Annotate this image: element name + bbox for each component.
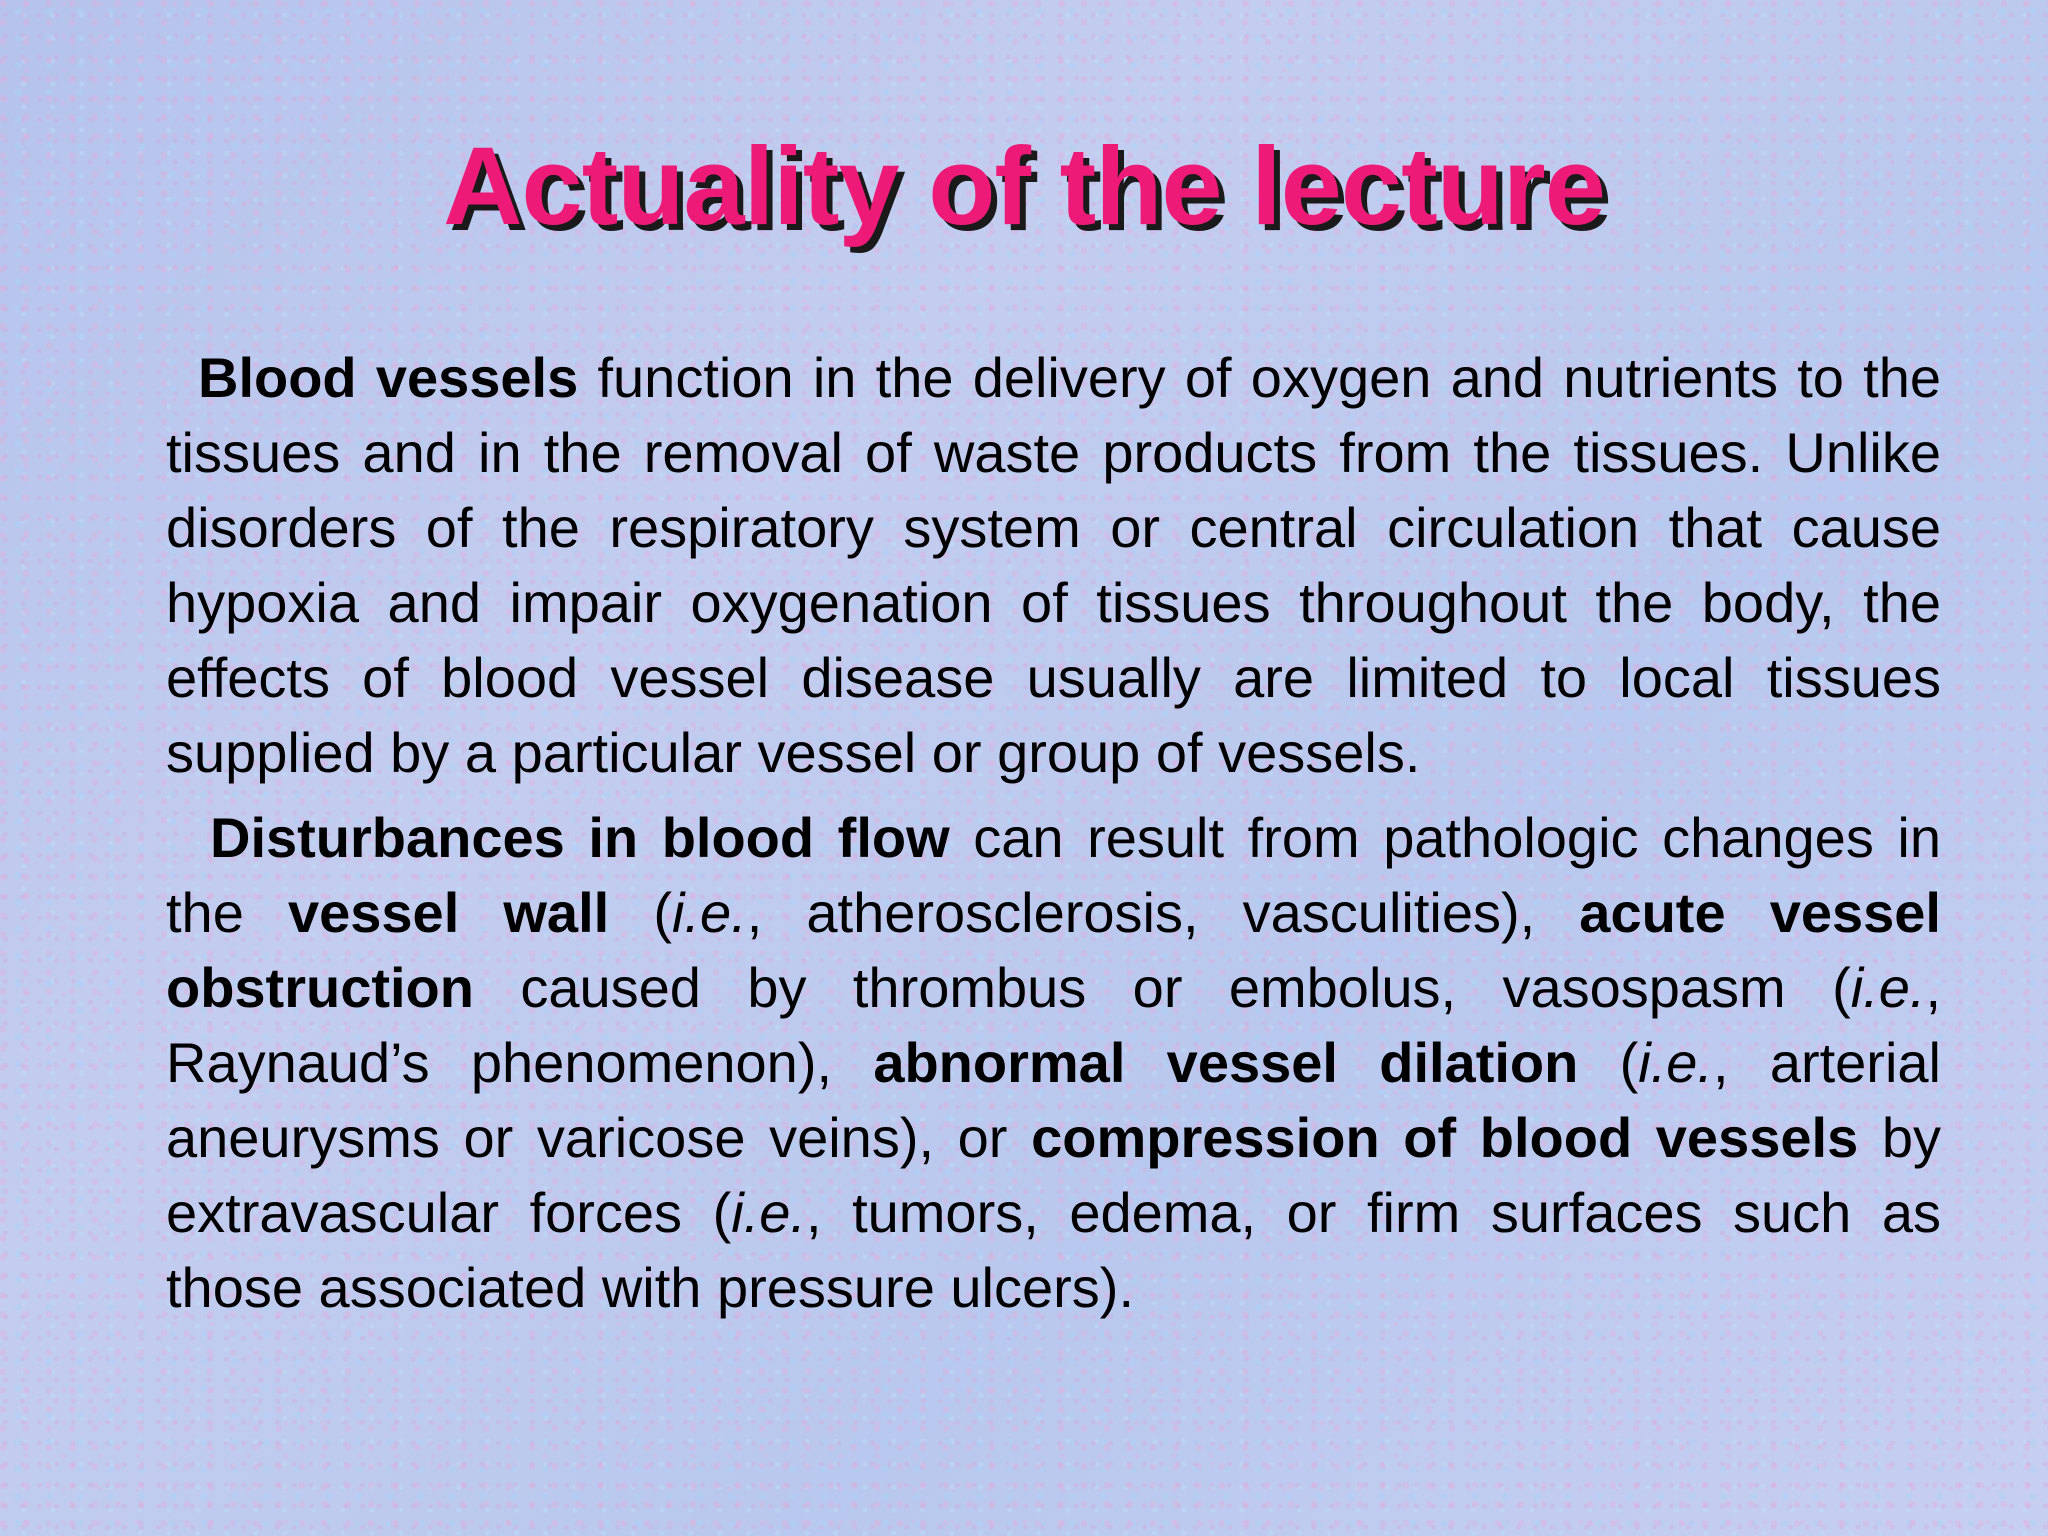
paragraph-2-text: can result from pathologic changes in the [166,806,1941,944]
abbrev-ie: i.e. [731,1181,806,1244]
term-compression-of-blood-vessels: compression of blood vessels [1031,1106,1859,1169]
abbrev-ie: i.e. [1850,956,1926,1019]
term-abnormal-vessel-dilation: abnormal vessel dilation [873,1031,1579,1094]
term-blood-vessels: Blood vessels [198,346,579,409]
paragraph-1-text: function in the delivery of oxygen and nutrients to the tissues and in the removal of waste products from the tissues. Unlike disorders of the respiratory system or central circulation that cause hypoxia and impair oxygenation of tissues throughout the body, the effects of blood vessel disease usually are limited to local tissues supplied by a particular vessel or group of vessels. [166,346,1941,784]
term-disturbances-in-blood-flow: Disturbances in blood flow [210,806,950,869]
slide-title: Actuality of the lecture [443,125,1605,248]
paragraph-2-text: , tumors, edema, or firm surfaces such as those associated with pressure ulcers). [166,1181,1942,1319]
paragraph-disturbances [166,800,1941,1325]
paragraph-blood-vessels [166,340,1941,790]
paragraph-2-text: by extravascular forces ( [166,1106,1941,1244]
paragraph-2-text: ( [1578,1031,1639,1094]
term-acute-vessel-obstruction: acute vessel obstruction [166,881,1941,1019]
abbrev-ie: i.e. [1638,1031,1713,1094]
paragraph-2-text: caused by thrombus or embolus, vasospasm ( [473,956,1851,1019]
slide-body [166,340,1941,1335]
paragraph-2-text: ( [609,881,672,944]
paragraph-2-text: , atherosclerosis, vasculities), [746,881,1580,944]
paragraph-2-text: , arterial aneurysms or varicose veins), or [166,1031,1941,1169]
paragraph-2-text: , Raynaud’s phenomenon), [166,956,1941,1094]
term-vessel-wall: vessel wall [287,881,610,944]
abbrev-ie: i.e. [671,881,747,944]
